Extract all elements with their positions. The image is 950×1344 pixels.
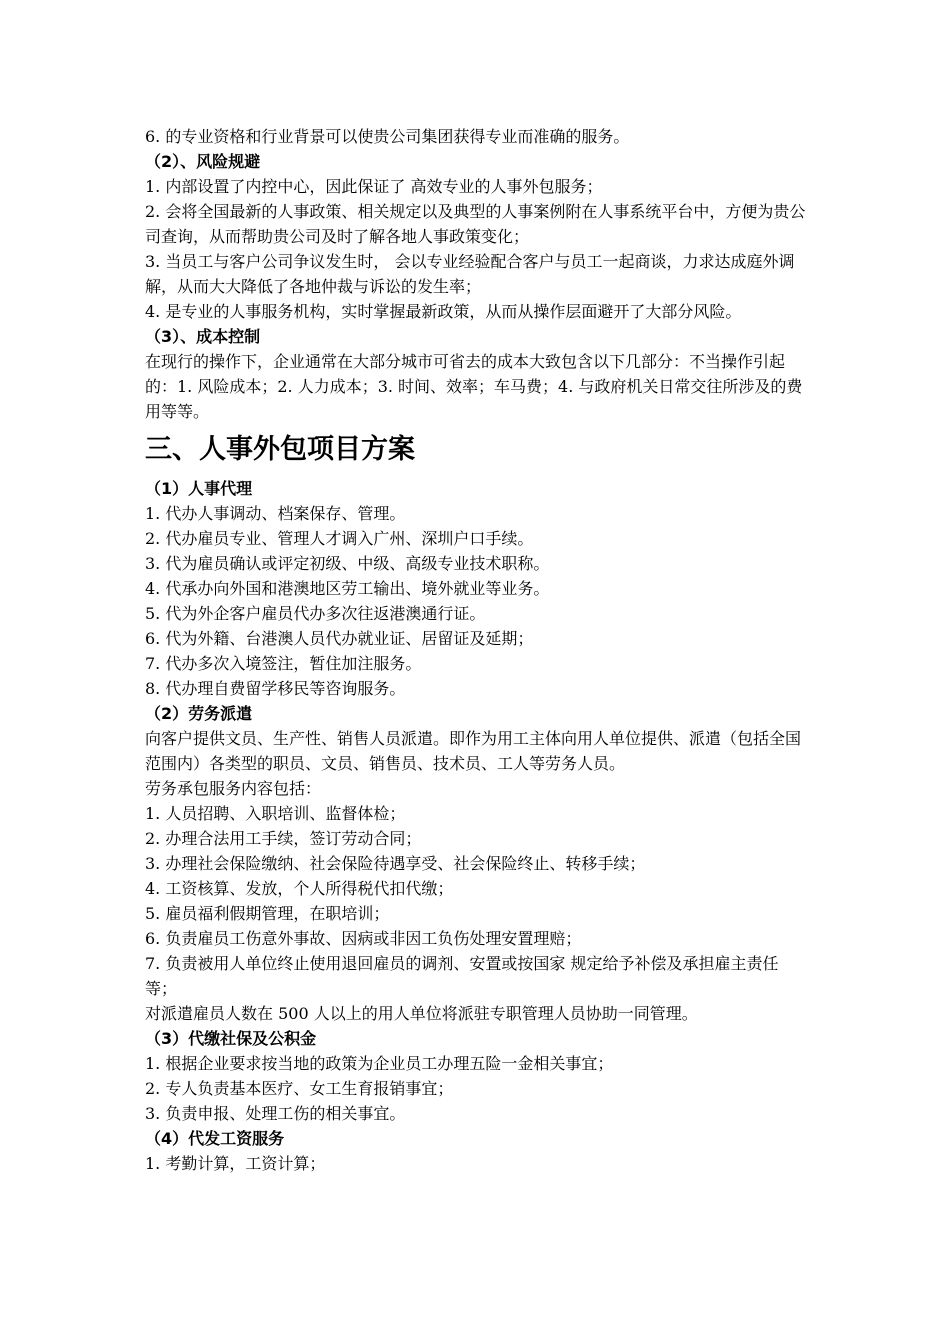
dispatch-item: 7. 负责被用人单位终止使用退回雇员的调剂、安置或按国家 规定给予补偿及承担雇主责任等； xyxy=(145,954,779,998)
dispatch-item: 5. 雇员福利假期管理，在职培训； xyxy=(145,904,390,923)
risk-item-2: 2. 会将全国最新的人事政策、相关规定以及典型的人事案例附在人事系统平台中，方便为贵公司查询，从而帮助贵公司及时了解各地人事政策变化； xyxy=(145,202,806,246)
agency-item: 8. 代办理自费留学移民等咨询服务。 xyxy=(145,679,406,698)
risk-item-1: 1. 内部设置了内控中心，因此保证了 高效专业的人事外包服务； xyxy=(145,177,603,196)
agency-item: 2. 代办雇员专业、管理人才调入广州、深圳户口手续。 xyxy=(145,529,534,548)
social-item: 2. 专人负责基本医疗、女工生育报销事宜； xyxy=(145,1079,454,1098)
social-heading: （3）代缴社保及公积金 xyxy=(145,1029,317,1048)
risk-item-3: 3. 当员工与客户公司争议发生时， 会以专业经验配合客户与员工一起商谈，力求达成庭外调解，从而大大降低了各地仲裁与诉讼的发生率； xyxy=(145,252,795,296)
dispatch-intro: 向客户提供文员、生产性、销售人员派遣。即作为用工主体向用人单位提供、派遣（包括全国范围内）各类型的职员、文员、销售员、技术员、工人等劳务人员。 xyxy=(145,729,802,773)
payroll-heading: （4）代发工资服务 xyxy=(145,1129,285,1148)
intro-item-6: 6. 的专业资格和行业背景可以使贵公司集团获得专业而准确的服务。 xyxy=(145,127,630,146)
dispatch-item: 4. 工资核算、发放，个人所得税代扣代缴； xyxy=(145,879,454,898)
dispatch-item: 1. 人员招聘、入职培训、监督体检； xyxy=(145,804,406,823)
dispatch-heading: （2）劳务派遣 xyxy=(145,704,253,723)
document-page xyxy=(145,124,810,1176)
dispatch-item: 2. 办理合法用工手续，签订劳动合同； xyxy=(145,829,422,848)
risk-item-4: 4. 是专业的人事服务机构，实时掌握最新政策，从而从操作层面避开了大部分风险。 xyxy=(145,302,742,321)
dispatch-item: 3. 办理社会保险缴纳、社会保险待遇享受、社会保险终止、转移手续； xyxy=(145,854,646,873)
social-item: 1. 根据企业要求按当地的政策为企业员工办理五险一金相关事宜； xyxy=(145,1054,614,1073)
dispatch-item: 6. 负责雇员工伤意外事故、因病或非因工负伤处理安置理赔； xyxy=(145,929,582,948)
social-item: 3. 负责申报、处理工伤的相关事宜。 xyxy=(145,1104,406,1123)
agency-heading: （1）人事代理 xyxy=(145,479,253,498)
cost-text: 在现行的操作下，企业通常在大部分城市可省去的成本大致包含以下几部分：不当操作引起的：1. 风险成本；2. 人力成本；3. 时间、效率；车马费；4. 与政府机关日常交往所涉及的费用等等。 xyxy=(145,352,803,421)
agency-item: 6. 代为外籍、台港澳人员代办就业证、居留证及延期； xyxy=(145,629,534,648)
agency-item: 4. 代承办向外国和港澳地区劳工输出、境外就业等业务。 xyxy=(145,579,550,598)
payroll-item: 1. 考勤计算，工资计算； xyxy=(145,1154,326,1173)
agency-item: 7. 代办多次入境签注，暂住加注服务。 xyxy=(145,654,422,673)
section-title: 三、人事外包项目方案 xyxy=(145,434,415,465)
dispatch-content-label: 劳务承包服务内容包括： xyxy=(145,779,322,798)
agency-item: 1. 代办人事调动、档案保存、管理。 xyxy=(145,504,406,523)
agency-item: 3. 代为雇员确认或评定初级、中级、高级专业技术职称。 xyxy=(145,554,550,573)
cost-heading: （3）、成本控制 xyxy=(145,327,261,346)
risk-heading: （2）、风险规避 xyxy=(145,152,261,171)
dispatch-note: 对派遣雇员人数在 500 人以上的用人单位将派驻专职管理人员协助一同管理。 xyxy=(145,1004,698,1023)
agency-item: 5. 代为外企客户雇员代办多次往返港澳通行证。 xyxy=(145,604,486,623)
